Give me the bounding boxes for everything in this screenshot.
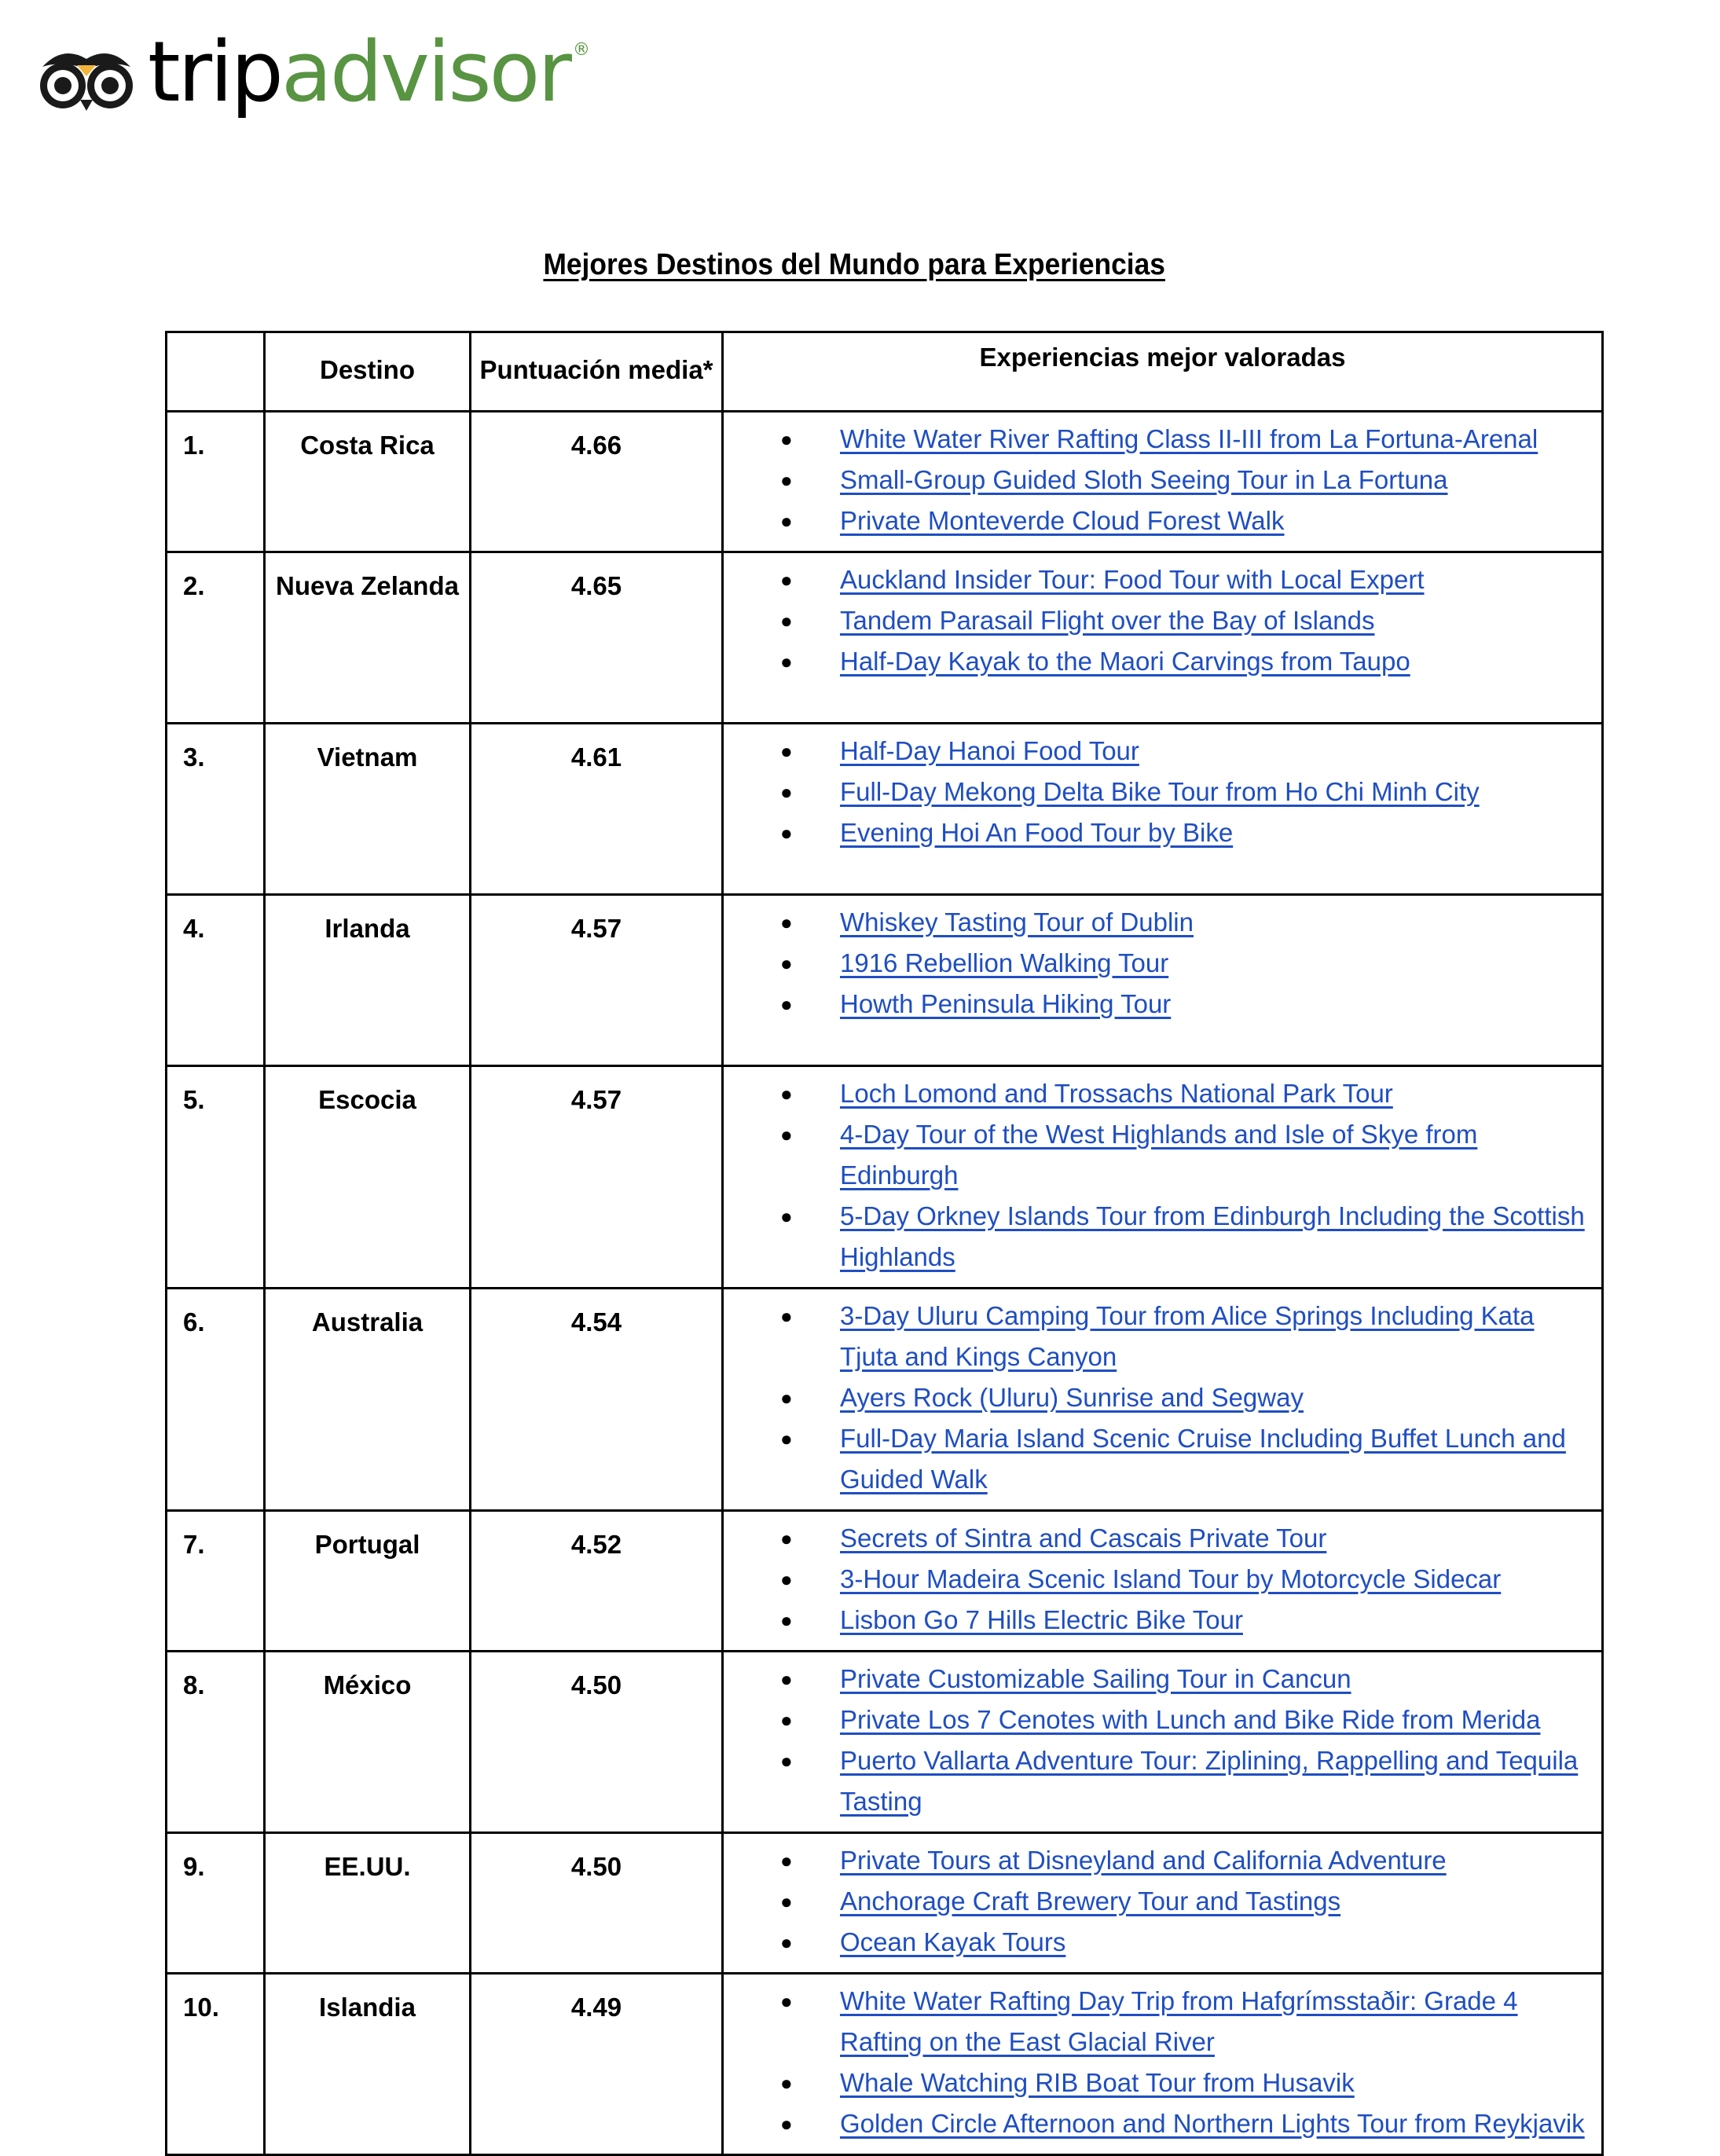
average-score-cell [471, 412, 723, 552]
destination-name: México [323, 1670, 412, 1700]
experience-link[interactable]: 4-Day Tour of the West Highlands and Isle of Skye from Edinburgh [840, 1120, 1478, 1190]
average-score-cell [471, 552, 723, 724]
destination-name: Escocia [318, 1085, 416, 1114]
table-row [167, 724, 1603, 895]
list-item [724, 731, 1593, 772]
table-header-row [167, 332, 1603, 412]
experience-list [724, 1974, 1601, 2154]
experiences-cell [723, 724, 1603, 895]
header-destination: Destino [265, 332, 471, 412]
bullet-icon: ● [780, 468, 793, 492]
experience-list [724, 412, 1601, 551]
bullet-icon: ● [780, 1989, 793, 2013]
bullet-icon: ● [780, 739, 793, 763]
bullet-icon: ● [780, 911, 793, 934]
average-score: 4.50 [570, 1670, 622, 1700]
list-item [724, 1922, 1593, 1963]
list-item [724, 1296, 1593, 1377]
destination-name: Australia [311, 1307, 424, 1336]
table-row [167, 1066, 1603, 1289]
average-score: 4.57 [570, 1085, 622, 1114]
list-item [724, 600, 1593, 641]
bullet-icon: ● [780, 1204, 793, 1228]
bullet-icon: ● [780, 2112, 793, 2136]
list-item [724, 559, 1593, 600]
destination-name: Nueva Zelanda [276, 571, 459, 600]
destination-name: Irlanda [325, 914, 410, 943]
experience-link[interactable]: Golden Circle Afternoon and Northern Lights Tour from Reykjavik [840, 2109, 1585, 2138]
list-item [724, 1840, 1593, 1881]
average-score-cell [471, 724, 723, 895]
owl-eyes-icon [35, 40, 138, 117]
bullet-icon: ● [780, 1667, 793, 1691]
experience-list [724, 1289, 1601, 1509]
rank-number: 5. [183, 1085, 205, 1114]
header-experiences: Experiencias mejor valoradas [723, 332, 1603, 412]
rank-number: 6. [183, 1307, 205, 1336]
experiences-cell [723, 552, 1603, 724]
experience-link[interactable]: Auckland Insider Tour: Food Tour with Local Expert [840, 565, 1425, 594]
bullet-icon: ● [780, 992, 793, 1016]
list-item [724, 812, 1593, 853]
experience-link[interactable]: Full-Day Maria Island Scenic Cruise Including Buffet Lunch and Guided Walk [840, 1424, 1566, 1494]
experience-link[interactable]: White Water Rafting Day Trip from Hafgrímsstaðir: Grade 4 Rafting on the East Glacial River [840, 1986, 1518, 2056]
experience-list [724, 1834, 1601, 1972]
rank-number-cell [167, 552, 265, 724]
list-item [724, 984, 1593, 1025]
experience-link[interactable]: Full-Day Mekong Delta Bike Tour from Ho Chi Minh City [840, 777, 1480, 806]
brand-name-dark: trip [148, 24, 281, 120]
rank-number-cell [167, 1289, 265, 1511]
list-item [724, 1073, 1593, 1114]
list-item [724, 1418, 1593, 1500]
destination-name-cell [265, 1066, 471, 1289]
brand-name-green: advisor [281, 24, 570, 120]
bullet-icon: ● [780, 1708, 793, 1732]
list-item [724, 1196, 1593, 1278]
table-row [167, 895, 1603, 1066]
tripadvisor-logo [35, 24, 590, 126]
list-item [724, 1518, 1593, 1559]
bullet-icon: ● [780, 427, 793, 451]
list-item [724, 2062, 1593, 2103]
average-score-cell [471, 1833, 723, 1974]
experiences-cell [723, 895, 1603, 1066]
destination-name: Portugal [314, 1530, 420, 1559]
experience-link[interactable]: Howth Peninsula Hiking Tour [840, 989, 1172, 1018]
list-item [724, 419, 1593, 460]
bullet-icon: ● [780, 609, 793, 632]
average-score-cell [471, 1066, 723, 1289]
destinations-table [165, 331, 1604, 2156]
list-item [724, 1740, 1593, 1822]
header-score: Puntuación media* [471, 332, 723, 412]
list-item [724, 772, 1593, 812]
list-item [724, 1700, 1593, 1740]
experience-list [724, 1512, 1601, 1650]
page-title: Mejores Destinos del Mundo para Experiencias [543, 248, 1165, 281]
experience-list [724, 724, 1601, 863]
table-row [167, 1652, 1603, 1833]
bullet-icon: ● [780, 1749, 793, 1773]
experiences-cell [723, 1974, 1603, 2155]
experience-link[interactable]: 1916 Rebellion Walking Tour [840, 948, 1169, 977]
rank-number-cell [167, 412, 265, 552]
bullet-icon: ● [780, 1930, 793, 1954]
experiences-cell [723, 1652, 1603, 1833]
bullet-icon: ● [780, 1304, 793, 1328]
experience-link[interactable]: Ayers Rock (Uluru) Sunrise and Segway [840, 1383, 1304, 1412]
destination-name-cell [265, 412, 471, 552]
experience-link[interactable]: 5-Day Orkney Islands Tour from Edinburgh Including the Scottish Highlands [840, 1201, 1585, 1271]
bullet-icon: ● [780, 1527, 793, 1550]
destination-name-cell [265, 552, 471, 724]
list-item [724, 902, 1593, 943]
experience-link[interactable]: Ocean Kayak Tours [840, 1927, 1066, 1956]
destination-name-cell [265, 1289, 471, 1511]
list-item [724, 1114, 1593, 1196]
experience-list [724, 553, 1601, 691]
rank-number: 7. [183, 1530, 205, 1559]
destination-name-cell [265, 1511, 471, 1652]
rank-number-cell [167, 1066, 265, 1289]
average-score: 4.49 [570, 1993, 622, 2022]
rank-number: 10. [183, 1993, 219, 2022]
bullet-icon: ● [780, 1608, 793, 1632]
rank-number: 4. [183, 914, 205, 943]
experiences-cell [723, 1066, 1603, 1289]
experience-list [724, 896, 1601, 1034]
experience-list [724, 1067, 1601, 1287]
bullet-icon: ● [780, 1123, 793, 1146]
average-score-cell [471, 1974, 723, 2155]
experience-link[interactable]: 3-Hour Madeira Scenic Island Tour by Motorcycle Sidecar [840, 1564, 1502, 1593]
rank-number-cell [167, 1652, 265, 1833]
average-score: 4.50 [570, 1852, 622, 1881]
bullet-icon: ● [780, 2071, 793, 2095]
experience-link[interactable]: Small-Group Guided Sloth Seeing Tour in La Fortuna [840, 465, 1448, 494]
rank-number: 8. [183, 1670, 205, 1700]
header-rank [167, 332, 265, 412]
bullet-icon: ● [780, 1890, 793, 1913]
table-row [167, 1974, 1603, 2155]
experience-link[interactable]: White Water River Rafting Class II-III from La Fortuna-Arenal [840, 424, 1538, 453]
destination-name-cell [265, 1974, 471, 2155]
experience-link[interactable]: Half-Day Hanoi Food Tour [840, 736, 1139, 765]
average-score: 4.66 [570, 431, 622, 460]
bullet-icon: ● [780, 1427, 793, 1450]
registered-mark: ® [572, 40, 590, 60]
list-item [724, 641, 1593, 682]
experiences-cell [723, 412, 1603, 552]
table-row [167, 1511, 1603, 1652]
destination-name: Islandia [319, 1993, 416, 2022]
average-score-cell [471, 895, 723, 1066]
experience-list [724, 1652, 1601, 1832]
destination-name-cell [265, 895, 471, 1066]
bullet-icon: ● [780, 568, 793, 592]
destination-name-cell [265, 1833, 471, 1974]
experience-link[interactable]: Puerto Vallarta Adventure Tour: Ziplining, Rappelling and Tequila Tasting [840, 1746, 1579, 1816]
average-score: 4.54 [570, 1307, 622, 1336]
bullet-icon: ● [780, 1849, 793, 1872]
brand-wordmark [148, 24, 590, 120]
experiences-cell [723, 1289, 1603, 1511]
experience-link[interactable]: Lisbon Go 7 Hills Electric Bike Tour [840, 1605, 1243, 1634]
average-score: 4.61 [570, 742, 622, 772]
rank-number-cell [167, 1833, 265, 1974]
experience-link[interactable]: Loch Lomond and Trossachs National Park Tour [840, 1079, 1393, 1108]
list-item [724, 1659, 1593, 1700]
experience-link[interactable]: Evening Hoi An Food Tour by Bike [840, 818, 1234, 847]
list-item [724, 460, 1593, 500]
rank-number-cell [167, 1974, 265, 2155]
bullet-icon: ● [780, 1082, 793, 1106]
list-item [724, 2103, 1593, 2144]
rank-number: 1. [183, 431, 205, 460]
rank-number: 9. [183, 1852, 205, 1881]
table-row [167, 552, 1603, 724]
experience-link[interactable]: 3-Day Uluru Camping Tour from Alice Springs Including Kata Tjuta and Kings Canyon [840, 1301, 1535, 1371]
list-item [724, 1981, 1593, 2062]
destination-name-cell [265, 724, 471, 895]
bullet-icon: ● [780, 650, 793, 673]
bullet-icon: ● [780, 952, 793, 975]
bullet-icon: ● [780, 509, 793, 533]
experience-link[interactable]: Whiskey Tasting Tour of Dublin [840, 908, 1194, 937]
average-score: 4.65 [570, 571, 622, 600]
bullet-icon: ● [780, 821, 793, 845]
list-item [724, 1881, 1593, 1922]
table-row [167, 1833, 1603, 1974]
table-row [167, 412, 1603, 552]
experience-link[interactable]: Private Customizable Sailing Tour in Cancun [840, 1664, 1351, 1693]
experiences-cell [723, 1511, 1603, 1652]
experience-link[interactable]: Private Monteverde Cloud Forest Walk [840, 506, 1285, 535]
list-item [724, 1600, 1593, 1641]
destination-name: EE.UU. [324, 1852, 411, 1881]
experience-link[interactable]: Half-Day Kayak to the Maori Carvings from Taupo [840, 647, 1410, 676]
rank-number-cell [167, 895, 265, 1066]
rank-number: 3. [183, 742, 205, 772]
table-row [167, 1289, 1603, 1511]
rank-number: 2. [183, 571, 205, 600]
list-item [724, 1377, 1593, 1418]
average-score-cell [471, 1511, 723, 1652]
experience-link[interactable]: Private Tours at Disneyland and California Adventure [840, 1846, 1447, 1875]
list-item [724, 1559, 1593, 1600]
average-score: 4.52 [570, 1530, 622, 1559]
bullet-icon: ● [780, 1568, 793, 1591]
destination-name: Vietnam [317, 742, 418, 772]
experiences-cell [723, 1833, 1603, 1974]
experience-link[interactable]: Private Los 7 Cenotes with Lunch and Bike Ride from Merida [840, 1705, 1541, 1734]
rank-number-cell [167, 1511, 265, 1652]
bullet-icon: ● [780, 1386, 793, 1410]
average-score-cell [471, 1652, 723, 1833]
rank-number-cell [167, 724, 265, 895]
destination-name: Costa Rica [300, 431, 435, 460]
list-item [724, 943, 1593, 984]
list-item [724, 500, 1593, 541]
destination-name-cell [265, 1652, 471, 1833]
experience-link[interactable]: Secrets of Sintra and Cascais Private Tour [840, 1524, 1327, 1553]
experience-link[interactable]: Tandem Parasail Flight over the Bay of Islands [840, 606, 1375, 635]
bullet-icon: ● [780, 780, 793, 804]
experience-link[interactable]: Anchorage Craft Brewery Tour and Tastings [840, 1886, 1341, 1916]
average-score-cell [471, 1289, 723, 1511]
experience-link[interactable]: Whale Watching RIB Boat Tour from Husavik [840, 2068, 1355, 2097]
average-score: 4.57 [570, 914, 622, 943]
